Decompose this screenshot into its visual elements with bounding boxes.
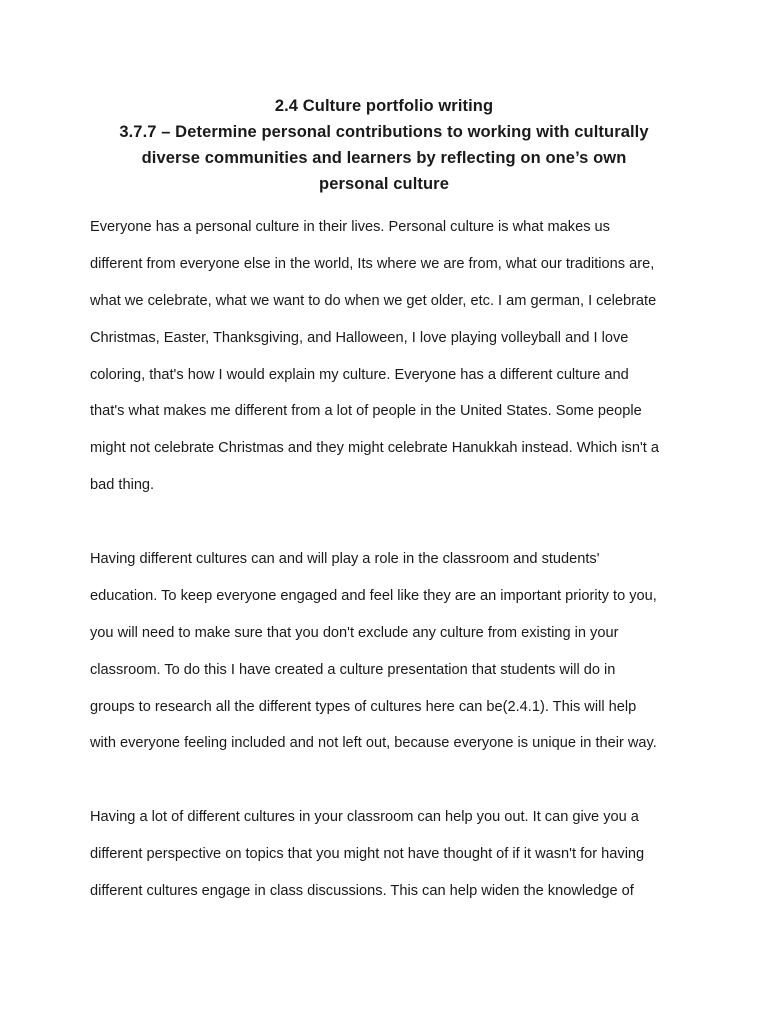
paragraph-1 (90, 209, 690, 504)
paragraph-line: might not celebrate Christmas and they might celebrate Hanukkah instead. Which isn't a (90, 440, 659, 457)
paragraph-line: with everyone feeling included and not left out, because everyone is unique in their way. (90, 735, 657, 752)
paragraph-3 (90, 799, 690, 910)
paragraph-line: Christmas, Easter, Thanksgiving, and Halloween, I love playing volleyball and I love (90, 329, 629, 346)
document-heading (90, 93, 678, 197)
paragraph-line: education. To keep everyone engaged and feel like they are an important priority to you, (90, 587, 657, 604)
paragraph-line: you will need to make sure that you don't exclude any culture from existing in your (90, 624, 619, 641)
heading-line: personal culture (319, 175, 449, 193)
paragraph-line: different from everyone else in the world, Its where we are from, what our traditions are, (90, 255, 655, 272)
paragraph-line: what we celebrate, what we want to do when we get older, etc. I am german, I celebrate (90, 292, 657, 309)
paragraph-line: Having different cultures can and will play a role in the classroom and students' (90, 551, 600, 568)
heading-line: 3.7.7 – Determine personal contributions to working with culturally (119, 123, 649, 141)
paragraph-line: groups to research all the different types of cultures here can be(2.4.1). This will help (90, 698, 637, 715)
paragraph-line: Everyone has a personal culture in their lives. Personal culture is what makes us (90, 219, 610, 235)
paragraph-line: Having a lot of different cultures in your classroom can help you out. It can give you a (90, 809, 639, 826)
paragraph-2 (90, 541, 690, 762)
paragraph-line: that's what makes me different from a lot of people in the United States. Some people (90, 403, 642, 420)
paragraph-line: classroom. To do this I have created a culture presentation that students will do in (90, 661, 616, 678)
paragraph-line: coloring, that's how I would explain my culture. Everyone has a different culture and (90, 366, 629, 383)
heading-line: diverse communities and learners by reflecting on one’s own (141, 149, 627, 167)
paragraph-line: different cultures engage in class discussions. This can help widen the knowledge of (90, 883, 634, 900)
heading-line: 2.4 Culture portfolio writing (274, 97, 494, 115)
paragraph-line: different perspective on topics that you might not have thought of if it wasn't for having (90, 846, 645, 863)
paragraph-line: bad thing. (90, 477, 155, 494)
document-body (90, 209, 690, 910)
